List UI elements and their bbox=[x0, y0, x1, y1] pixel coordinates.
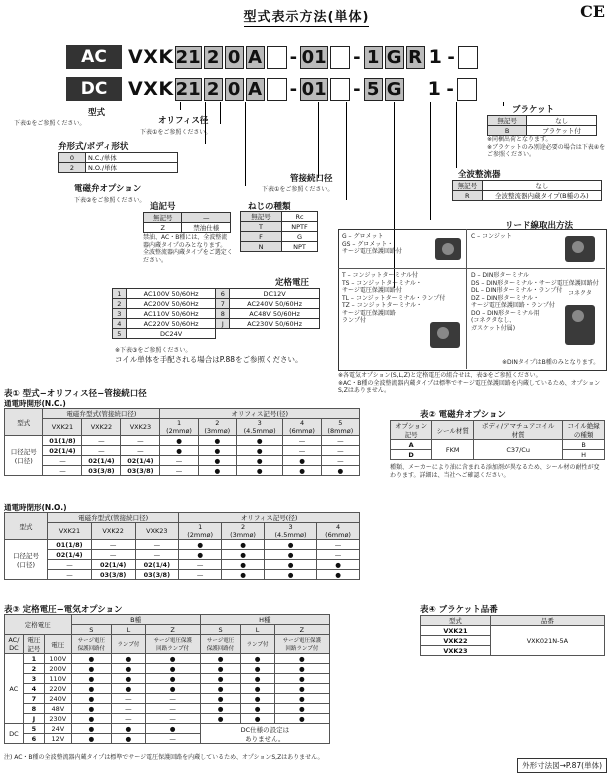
table3: 定格電圧 B種 H種 S L Z S L Z AC/ DC 電圧 記号 電圧 サージ電圧 保護回路付 ランプ付 サージ電圧保護 回路ランプ付 サージ電圧 保護回路付 ランプ付 サージ電圧保護 回路ランプ付 AC 1 100V ● ● ● ● ● ● 2 200V ● ● ● ● ● ● 3 110V ● ● ● ● ● ● 4 220V ● ● ● ● ● ● 7 240V ● — — ● ● ● 8 48V ● — — ● ● ● J 230V ● — — ● ● ● DC 5 24V ● ● ● DC仕様の設定は ありません。 6 12V ● ● — bbox=[4, 614, 330, 744]
label-port-size: 管接続口径 bbox=[290, 174, 333, 184]
bracket-digit: 1 bbox=[428, 46, 443, 68]
note-port-size: 下表①をご参照ください。 bbox=[262, 186, 334, 193]
option-notes: ※各電気オプション(S,L,Z)と定格電圧の組合せは、表③をご参照ください。 ※AC・B種の全波整流器内蔵タイプは標準でサージ電圧保護回路を内蔵しているため、オプションS,Zはありません。 bbox=[338, 372, 601, 394]
table2: オプション 記号 シール材質 ボディ/アマチュアコイル 材質 コイル絶縁 の種類 A FKM C37/Cu B D H bbox=[390, 420, 605, 460]
model-code-dc: DC VXK 21 2 0 A - 01 - 5 G 1 - bbox=[66, 76, 478, 102]
thread-table: 無記号 Rc T NPTF F G N NPT bbox=[240, 211, 318, 252]
bracket-digit: 1 bbox=[427, 78, 442, 100]
label-suffix: 追記号 bbox=[150, 202, 176, 212]
voltage-table: 1 AC100V 50/60Hz 6 DC12V 2 AC200V 50/60Hz 7 AC240V 50/60Hz 3 AC110V 50/60Hz 8 AC48V 50/60Hz 4 AC220V 50/60Hz J AC230V 50/60Hz 5 DC24V bbox=[112, 288, 320, 339]
table4: 型式 品番 VXK21 VXK021N-5A VXK22 VXK23 bbox=[420, 615, 605, 656]
series: VXK bbox=[128, 46, 174, 68]
port-box: 01 bbox=[301, 46, 327, 68]
voltage-box: 1 bbox=[364, 46, 383, 69]
voltage-note-2: コイル単体を手配される場合はP.88をご参照ください。 bbox=[115, 355, 303, 364]
option-box bbox=[267, 46, 287, 69]
label-voltage: 定格電圧 bbox=[275, 278, 310, 288]
table1-title: 表① 型式−オリフィス径−管接続口径 bbox=[4, 389, 147, 399]
suffix-note: 禁油、AC・B種には、全波整流器内蔵タイプのみとなります。 全波整流器内蔵タイプをご選定ください。 bbox=[143, 234, 233, 264]
lead-d: D – DIN形ターミナル DS – DIN形ターミナル・サージ電圧保護回路付 DL – DIN形ターミナル・ランプ付 DZ – DIN形ターミナル・ サージ電圧保護回路・ランプ付 DO – DIN形ターミナル用 (コネクタなし、 ガスケット付属) bbox=[471, 272, 599, 332]
lead-t: T – コンジットターミナル付 TS – コンジットターミナル・ サージ電圧保護回路付 TL – コンジットターミナル・ランプ付 TZ – コンジットターミナル・ サージ電圧保護回路 ランプ付 bbox=[342, 272, 446, 324]
label-thread: ねじの種類 bbox=[248, 202, 291, 212]
rectifier-box: R bbox=[406, 46, 425, 69]
option-box bbox=[267, 78, 287, 101]
note-model-type: 下表①をご参照ください。 bbox=[14, 120, 86, 127]
bracket-box bbox=[458, 46, 478, 69]
suffix-box bbox=[330, 78, 350, 101]
voltage-box: 5 bbox=[364, 78, 383, 101]
ce-mark: CE bbox=[580, 2, 605, 21]
label-valve-type: 弁形式/ボディ形状 bbox=[58, 142, 129, 152]
lead-box: G bbox=[385, 78, 404, 101]
suffix-box bbox=[330, 46, 350, 69]
conduit-solenoid-icon bbox=[565, 236, 595, 262]
table2-title: 表② 電磁弁オプション bbox=[420, 410, 506, 420]
label-orifice: オリフィス径 bbox=[158, 116, 209, 126]
orifice-box: 0 bbox=[225, 46, 244, 69]
form-box: 2 bbox=[204, 78, 223, 101]
valve-type-table: 0 N.C./単体 2 N.O./単体 bbox=[58, 152, 178, 173]
terminal-solenoid-icon bbox=[430, 322, 460, 348]
connector-label: コネクタ bbox=[568, 290, 592, 297]
ac-prefix: AC bbox=[66, 45, 122, 69]
label-lead: リード線取出方法 bbox=[505, 221, 574, 231]
form-box: 2 bbox=[204, 46, 223, 69]
size-box: 21 bbox=[175, 78, 201, 100]
label-model-type: 型式 bbox=[88, 108, 106, 118]
table1-no: 型式 電磁弁型式(管接続口径) オリフィス記号(径) VXK21 VXK22 VXK23 1 (2mmø) 2 (3mmø) 3 (4.5mmø) 4 (6mmø) 口径記号 (口径) 01(1/8) — — ● ● ● — 02(1/4) — — ● ● ● — — 02(1/4) 02(1/4) — ● ● ● — 03(3/8) 03(3/8) — ● ● ● bbox=[4, 512, 360, 580]
table1-nc: 型式 電磁弁型式(管接続口径) オリフィス記号(径) VXK21 VXK22 VXK23 1 (2mmø) 2 (3mmø) 3 (4.5mmø) 4 (6mmø) 5 (8mmø) 口径記号 (口径) 01(1/8) — — ● ● ● — — 02(1/4) — — ● ● ● — — — 02(1/4) 02(1/4) — ● ● ● — — 03(3/8) 03(3/8) — ● ● ● ● bbox=[4, 408, 360, 476]
port-box: 01 bbox=[301, 78, 327, 100]
voltage-note-1: ※下表③をご参照ください。 bbox=[115, 347, 192, 354]
footer-dimension-ref[interactable]: 外形寸法図→P.87(単体) bbox=[517, 758, 607, 773]
size-box: 21 bbox=[175, 46, 201, 68]
din-solenoid-icon bbox=[565, 305, 595, 345]
dc-prefix: DC bbox=[66, 77, 122, 101]
lead-c: C – コンジット bbox=[471, 233, 512, 240]
table1-nc-title: 通電時開形(N.C.) bbox=[4, 399, 66, 408]
label-solenoid-option: 電磁弁オプション bbox=[74, 184, 142, 194]
rectifier-table: 無記号 なし R 全波整流器内蔵タイプ(B種のみ) bbox=[452, 180, 602, 201]
thread-box: A bbox=[246, 46, 265, 69]
lead-g: G – グロメット GS – グロメット・ サージ電圧保護回路付 bbox=[342, 233, 402, 255]
table1-no-title: 通電時閉形(N.O.) bbox=[4, 503, 67, 512]
table3-note: 注) AC・B種の全波整流器内蔵タイプは標準でサージ電圧保護回路を内蔵しているため、オプションS,Zはありません。 bbox=[4, 754, 324, 761]
orifice-box: 0 bbox=[225, 78, 244, 101]
bracket-option-table: 無記号 なし B ブラケット付 bbox=[487, 115, 597, 136]
series: VXK bbox=[128, 78, 174, 100]
label-bracket: ブラケット bbox=[512, 105, 555, 115]
model-code-ac: AC VXK 21 2 0 A - 01 - 1 G R 1 - bbox=[66, 44, 479, 70]
grommet-solenoid-icon bbox=[435, 238, 461, 260]
din-note: ※DINタイプはB種のみとなります。 bbox=[502, 359, 600, 366]
table4-title: 表④ ブラケット品番 bbox=[420, 605, 498, 615]
suffix-table: 無記号 — Z 禁油仕様 bbox=[143, 212, 231, 233]
bracket-box bbox=[457, 78, 477, 101]
note-orifice: 下表①をご参照ください。 bbox=[140, 129, 212, 136]
note-solenoid-option: 下表②をご参照ください。 bbox=[74, 197, 146, 204]
bracket-note: ※同梱出荷となります。 ※ブラケットのみ別途必要の場合は下表④をご参照ください。 bbox=[487, 136, 606, 158]
table3-title: 表③ 定格電圧−電気オプション bbox=[4, 605, 123, 615]
lead-box: G bbox=[385, 46, 404, 69]
table2-note: 種類、メーカーにより油に含まれる添加剤が異なるため、シール材の耐性が変わります。詳細は、当社へご確認ください。 bbox=[390, 464, 600, 479]
label-rectifier: 全波整流器 bbox=[458, 170, 501, 180]
page-title: 型式表示方法(単体) bbox=[243, 10, 370, 25]
thread-box: A bbox=[246, 78, 265, 101]
